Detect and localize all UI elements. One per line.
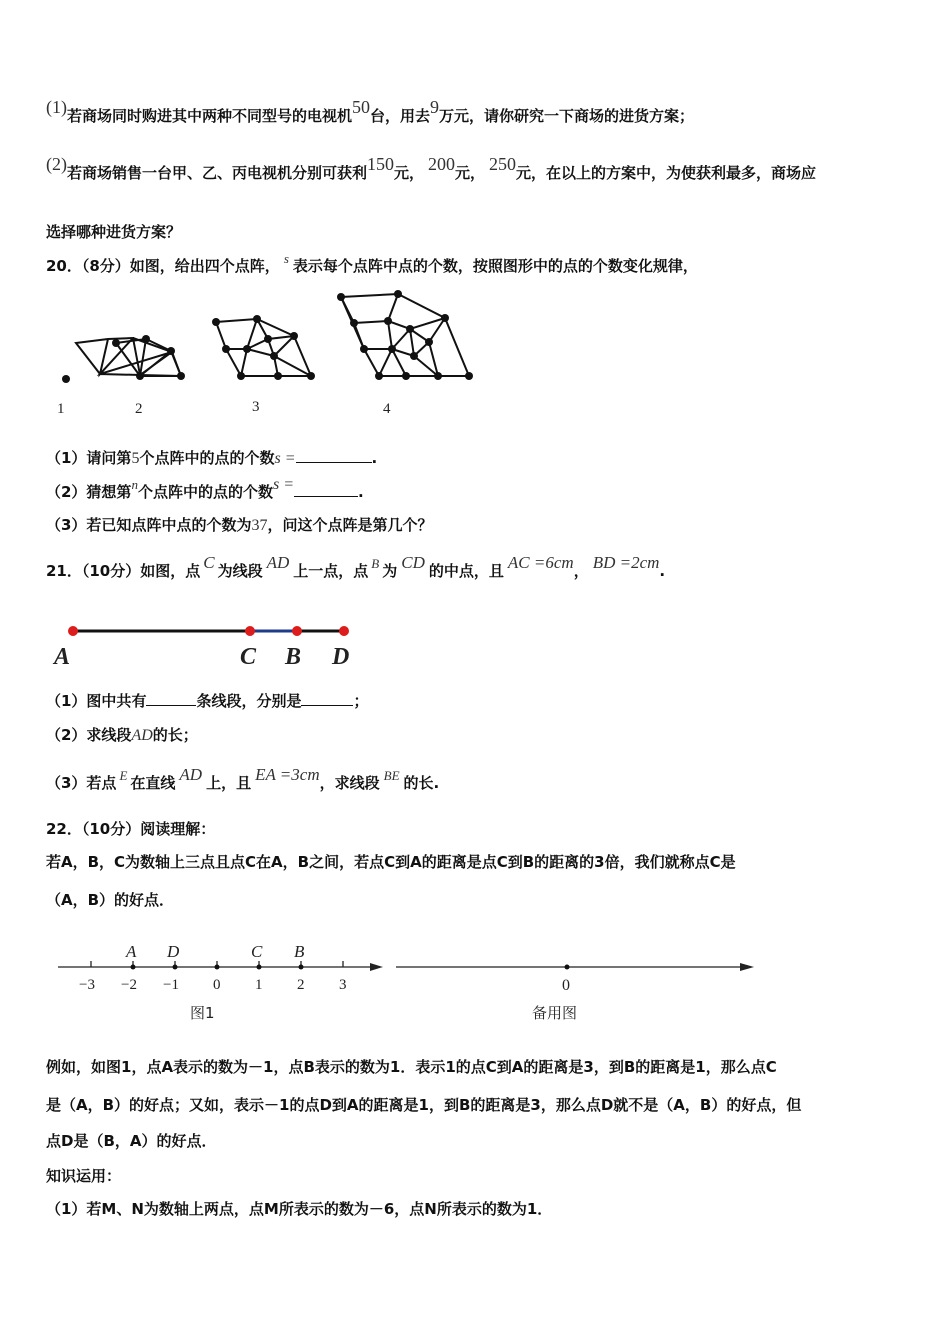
segment-figure — [50, 620, 370, 672]
q21-sub2: （2）求线段AD的长； — [46, 726, 198, 744]
dot-array-4-edges — [341, 294, 469, 376]
q22-definition-line2: （A，B）的好点． — [46, 891, 175, 909]
q19-part2: (2)若商场销售一台甲、乙、丙电视机分别可获利150元， 200元， 250元，在以上的方案中，为使获利最多，商场应 — [46, 154, 817, 182]
dot-array-label-3: 3 — [252, 399, 260, 415]
label-a: A — [54, 644, 71, 670]
nl-label-a: A — [126, 942, 137, 961]
q22-knowledge-heading: 知识运用： — [46, 1167, 122, 1185]
nl-label-d: D — [167, 942, 180, 961]
tick-neg3: −3 — [79, 977, 95, 993]
q21-heading: 21．（10分）如图，点 C 为线段 AD 上一点，点 B 为 CD 的中点，且 AC =6cm， BD =2cm. — [46, 553, 666, 580]
tick-0: 0 — [213, 977, 221, 993]
spare-tick-0: 0 — [562, 977, 570, 994]
label-b: B — [285, 644, 302, 670]
q19-part2-continued: 选择哪种进货方案？ — [46, 223, 182, 241]
label-d: D — [332, 644, 350, 670]
point-d-dot — [173, 965, 178, 970]
q21-sub1-list-blank[interactable] — [301, 691, 353, 706]
q20-sub3: （3）若已知点阵中点的个数为37，问这个点阵是第几个？ — [46, 516, 433, 534]
dot-array-2-lines — [76, 338, 181, 376]
point-a — [68, 626, 78, 636]
tick-1: 1 — [255, 977, 263, 993]
q21-sub3: （3）若点 E 在直线 AD 上，且 EA =3cm，求线段 BE 的长. — [46, 765, 440, 792]
tick-neg2: −2 — [121, 977, 137, 993]
q20-heading: 20．（8分）如图，给出四个点阵， s 表示每个点阵中点的个数，按照图形中的点的个数变化规律， — [46, 251, 698, 275]
tick-neg1: −1 — [163, 977, 179, 993]
point-d — [339, 626, 349, 636]
number-line-spare-figure — [392, 935, 762, 1027]
tick-3: 3 — [339, 977, 347, 993]
dot-array-3-edges — [216, 319, 311, 376]
q19-part2-num: (2) — [46, 154, 67, 174]
spare-line-arrow — [740, 963, 754, 971]
label-c: C — [240, 644, 257, 670]
q20-sub1: （1）请问第5个点阵中的点的个数s = . — [46, 449, 378, 467]
number-line-1-arrow — [370, 963, 383, 971]
q22-heading: 22．（10分）阅读理解： — [46, 820, 216, 838]
tick-2: 2 — [297, 977, 305, 993]
dot-array-label-2: 2 — [135, 401, 143, 417]
point-c-dot — [257, 965, 262, 970]
q20-sub1-answer-blank[interactable] — [296, 448, 372, 463]
dot-array-1-dot — [62, 375, 70, 383]
q22-example-line2: 是（A，B）的好点；又如，表示－1的点D到A的距离是1，到B的距离是3，那么点D就不是（A，B）的好点，但 — [46, 1096, 802, 1114]
q20-sub2: （2）猜想第n个点阵中的点的个数s = . — [46, 476, 364, 501]
q19-part1: (1)若商场同时购进其中两种不同型号的电视机50台，用去9万元，请你研究一下商场的进货方案； — [46, 97, 695, 125]
q19-part1-num: (1) — [46, 97, 67, 117]
spare-figure-caption: 备用图 — [532, 1004, 578, 1022]
dot-array-figure — [40, 285, 500, 420]
q22-example-line1: 例如，如图1，点A表示的数为－1，点B表示的数为1．表示1的点C到A的距离是3，到B的距离是1，那么点C — [46, 1058, 777, 1076]
spare-origin-dot — [565, 965, 570, 970]
origin-dot — [215, 965, 220, 970]
number-line-figure-1 — [50, 935, 390, 1027]
nl-label-b: B — [294, 942, 305, 961]
q21-sub1: （1）图中共有 条线段，分别是 ； — [46, 692, 369, 710]
nl-label-c: C — [251, 942, 263, 961]
q20-sub2-answer-blank[interactable] — [294, 482, 358, 497]
q22-sub1: （1）若M、N为数轴上两点，点M所表示的数为－6，点N所表示的数为1． — [46, 1200, 553, 1218]
q22-definition-line1: 若A，B，C为数轴上三点且点C在A，B之间，若点C到A的距离是点C到B的距离的3倍，我们就称点C是 — [46, 853, 736, 871]
figure-1-caption: 图1 — [190, 1004, 215, 1022]
point-b — [292, 626, 302, 636]
point-a-dot — [131, 965, 136, 970]
dot-array-label-4: 4 — [383, 401, 391, 417]
q21-sub1-count-blank[interactable] — [146, 691, 196, 706]
point-c — [245, 626, 255, 636]
dot-array-label-1: 1 — [57, 401, 65, 417]
point-b-dot — [299, 965, 304, 970]
q22-example-line3: 点D是（B，A）的好点． — [46, 1132, 217, 1150]
